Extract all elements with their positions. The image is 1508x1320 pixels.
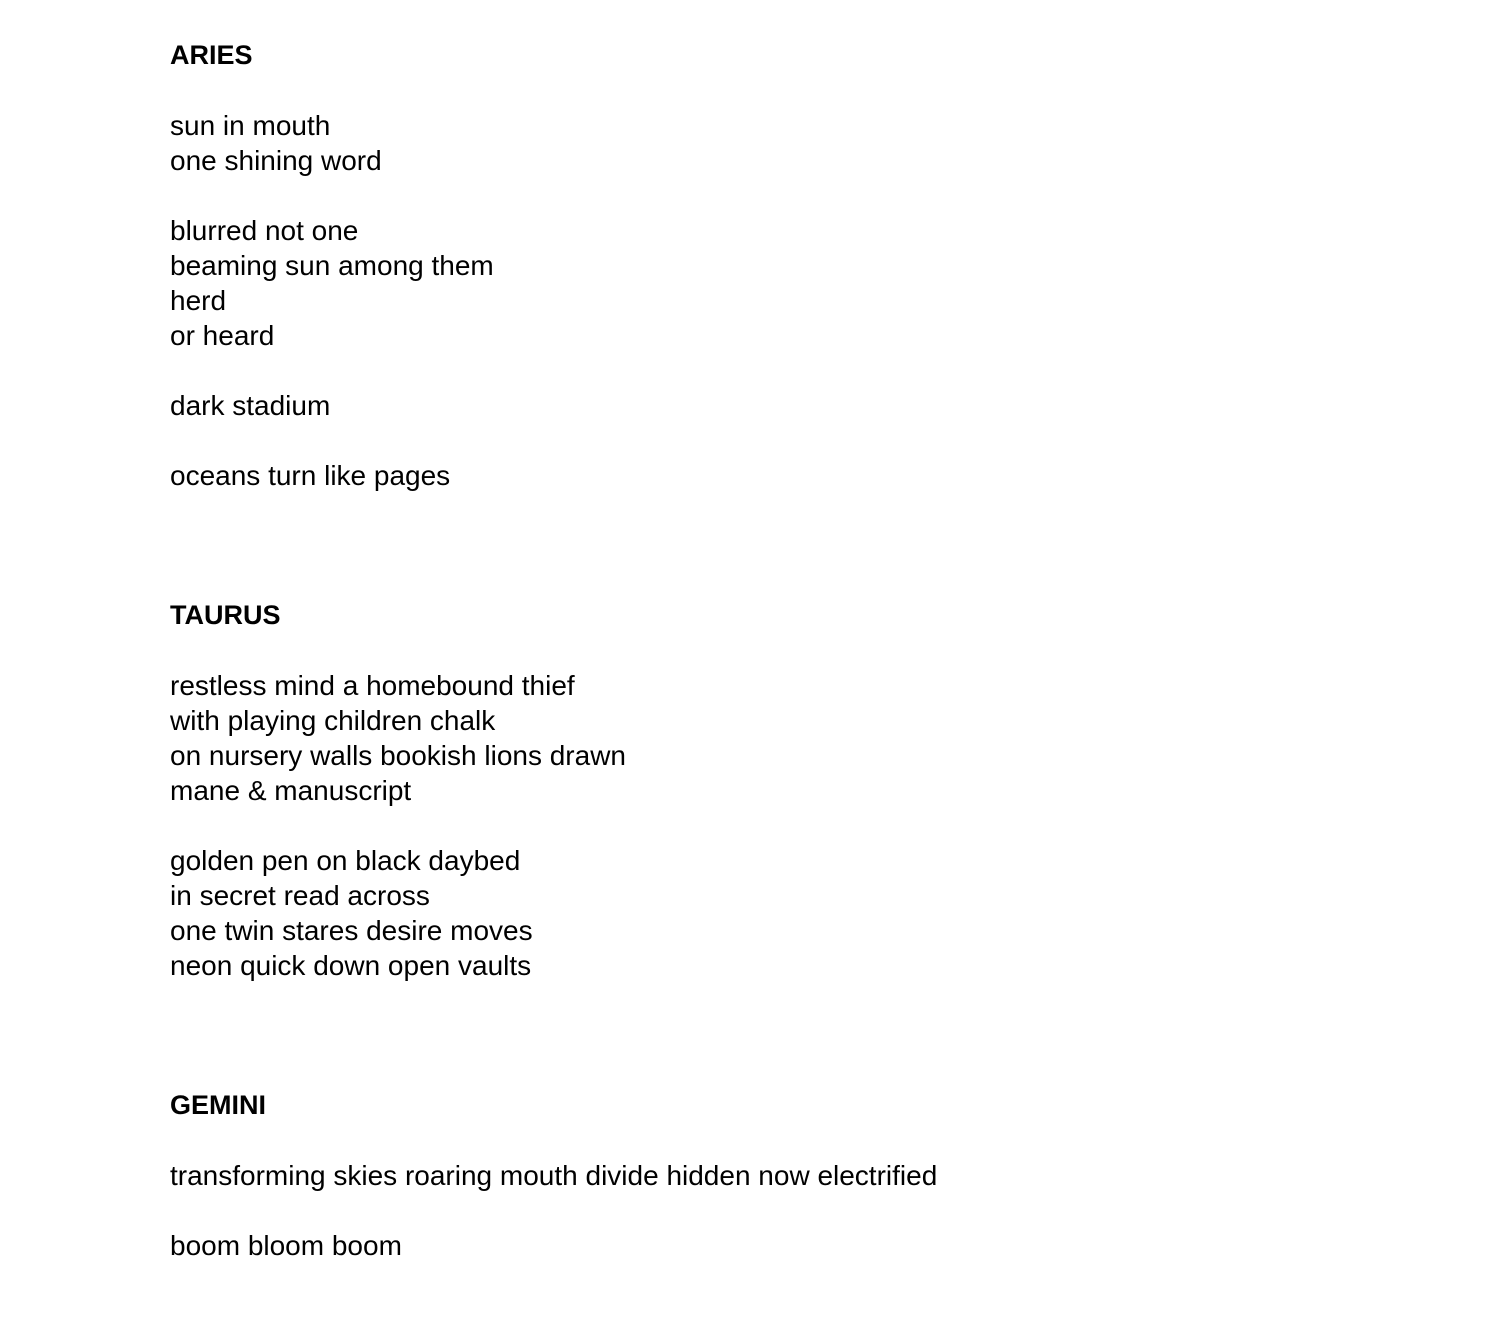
- poem-line: neon quick down open vaults: [170, 950, 532, 981]
- section-title-aries: ARIES: [170, 40, 253, 70]
- section-title-gemini: GEMINI: [170, 1090, 267, 1120]
- poem-line: oceans turn like pages: [170, 460, 451, 491]
- poem-page: [170, 0, 1470, 1320]
- section-title-taurus: TAURUS: [170, 600, 281, 630]
- poem-line: one shining word: [170, 145, 382, 176]
- poem-line: golden pen on black daybed: [170, 845, 521, 876]
- poem-line: mane & manuscript: [170, 775, 412, 806]
- poem-line: or heard: [170, 320, 275, 351]
- poem-line: dark stadium: [170, 390, 331, 421]
- poem-line: blurred not one: [170, 215, 359, 246]
- poem-line: with playing children chalk: [170, 705, 496, 736]
- poem-line: herd: [170, 285, 227, 316]
- poem-line: beaming sun among them: [170, 250, 494, 281]
- poem-line: on nursery walls bookish lions drawn: [170, 740, 626, 771]
- poem-line: transforming skies roaring mouth divide hidden now electrified: [170, 1160, 938, 1191]
- poem-line: restless mind a homebound thief: [170, 670, 575, 701]
- poem-line: boom bloom boom: [170, 1230, 402, 1261]
- poem-line: one twin stares desire moves: [170, 915, 533, 946]
- poem-line: sun in mouth: [170, 110, 331, 141]
- poem-line: in secret read across: [170, 880, 430, 911]
